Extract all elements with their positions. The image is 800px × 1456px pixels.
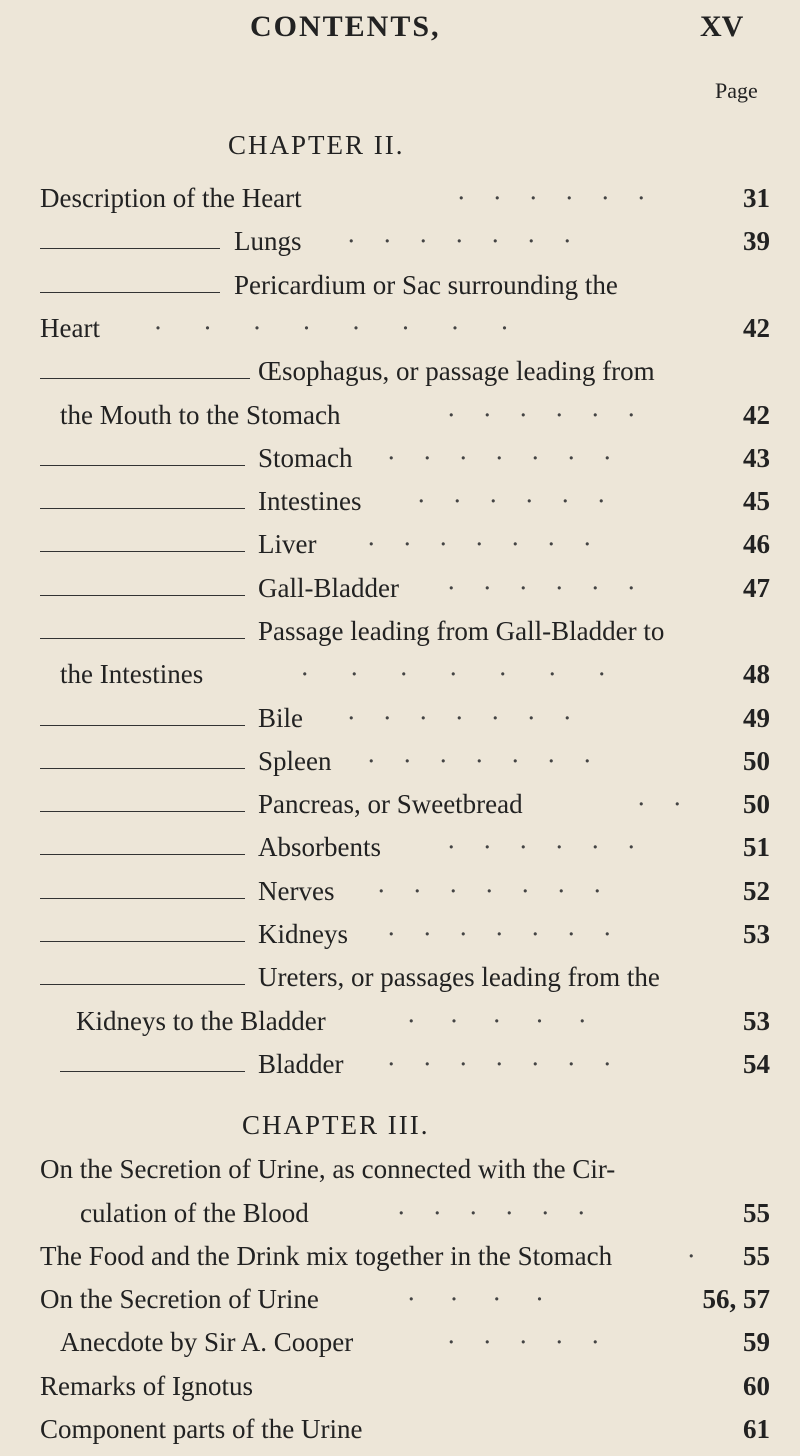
ditto-rule bbox=[40, 941, 245, 942]
page-number: 39 bbox=[743, 226, 770, 256]
toc-entry: Stomach · · · · · · · 43 bbox=[40, 443, 770, 485]
page-column-label: Page bbox=[715, 78, 758, 103]
page-number: 56, 57 bbox=[702, 1284, 770, 1314]
page-number: 53 bbox=[743, 919, 770, 949]
toc-entry: Nerves · · · · · · · 52 bbox=[40, 876, 770, 918]
toc-entry: On the Secretion of Urine · · · · 56, 57 bbox=[40, 1284, 770, 1314]
ditto-rule bbox=[40, 465, 245, 466]
page-number: 60 bbox=[743, 1371, 770, 1401]
toc-entry: The Food and the Drink mix together in the Stomach · 55 bbox=[40, 1241, 770, 1271]
toc-entry: Gall-Bladder · · · · · · 47 bbox=[40, 573, 770, 615]
toc-entry: Absorbents · · · · · · 51 bbox=[40, 832, 770, 874]
toc-entry: Pancreas, or Sweetbread · · 50 bbox=[40, 789, 770, 831]
toc-entry: Pericardium or Sac surrounding the bbox=[40, 270, 770, 312]
toc-entry: Kidneys · · · · · · · 53 bbox=[40, 919, 770, 961]
page-number: 51 bbox=[743, 832, 770, 862]
page-number: 53 bbox=[743, 1006, 770, 1036]
toc-entry: Bladder · · · · · · · 54 bbox=[40, 1049, 770, 1091]
page-number: 31 bbox=[743, 183, 770, 213]
page-number: 43 bbox=[743, 443, 770, 473]
toc-entry: On the Secretion of Urine, as connected with the Cir- bbox=[40, 1154, 616, 1184]
ditto-rule bbox=[40, 811, 245, 812]
toc-entry: Liver · · · · · · · 46 bbox=[40, 529, 770, 571]
toc-entry: the Intestines · · · · · · · 48 bbox=[60, 659, 770, 689]
running-title: CONTENTS, bbox=[250, 10, 441, 43]
ditto-rule bbox=[40, 248, 220, 249]
page-number: 45 bbox=[743, 486, 770, 516]
toc-entry: Spleen · · · · · · · 50 bbox=[40, 746, 770, 788]
toc-entry: Œsophagus, or passage leading from bbox=[40, 356, 770, 398]
page-number: 55 bbox=[743, 1241, 770, 1271]
toc-entry: Ureters, or passages leading from the bbox=[40, 962, 770, 1004]
ditto-rule bbox=[40, 378, 250, 379]
toc-entry: culation of the Blood · · · · · · 55 bbox=[80, 1198, 770, 1228]
toc-entry: Description of the Heart · · · · · · 31 bbox=[40, 183, 770, 213]
ditto-rule bbox=[40, 551, 245, 552]
ditto-rule bbox=[60, 1071, 245, 1072]
ditto-rule bbox=[40, 898, 245, 899]
running-head bbox=[0, 10, 800, 50]
page-number: 49 bbox=[743, 703, 770, 733]
page-number: 42 bbox=[743, 313, 770, 343]
ditto-rule bbox=[40, 768, 245, 769]
chapter-heading: CHAPTER III. bbox=[242, 1110, 430, 1141]
toc-entry: Heart · · · · · · · · 42 bbox=[40, 313, 770, 343]
page-number: 47 bbox=[743, 573, 770, 603]
ditto-rule bbox=[40, 854, 245, 855]
toc-entry: Intestines · · · · · · 45 bbox=[40, 486, 770, 528]
page-number: 50 bbox=[743, 789, 770, 819]
chapter-heading: CHAPTER II. bbox=[228, 130, 405, 160]
ditto-rule bbox=[40, 508, 245, 509]
page-number: 54 bbox=[743, 1049, 770, 1079]
ditto-rule bbox=[40, 725, 245, 726]
toc-entry: Kidneys to the Bladder · · · · · 53 bbox=[76, 1006, 770, 1036]
page-number: 59 bbox=[743, 1327, 770, 1357]
toc-entry: Anecdote by Sir A. Cooper · · · · · 59 bbox=[60, 1327, 770, 1357]
page-number: 50 bbox=[743, 746, 770, 776]
toc-entry: Bile · · · · · · · 49 bbox=[40, 703, 770, 745]
page-number: 52 bbox=[743, 876, 770, 906]
page-number: 48 bbox=[743, 659, 770, 689]
ditto-rule bbox=[40, 638, 245, 639]
page-number: 61 bbox=[743, 1414, 770, 1444]
page-number: 42 bbox=[743, 400, 770, 430]
toc-entry: the Mouth to the Stomach · · · · · · 42 bbox=[60, 400, 770, 430]
toc-entry: Lungs · · · · · · · 39 bbox=[40, 226, 770, 268]
toc-entry: Remarks of Ignotus 60 bbox=[40, 1371, 770, 1401]
ditto-rule bbox=[40, 984, 245, 985]
folio: XV bbox=[700, 10, 744, 43]
toc-entry: Component parts of the Urine 61 bbox=[40, 1414, 770, 1444]
ditto-rule bbox=[40, 292, 220, 293]
toc-entry: Passage leading from Gall-Bladder to bbox=[40, 616, 770, 658]
page-number: 46 bbox=[743, 529, 770, 559]
ditto-rule bbox=[40, 595, 245, 596]
page-number: 55 bbox=[743, 1198, 770, 1228]
